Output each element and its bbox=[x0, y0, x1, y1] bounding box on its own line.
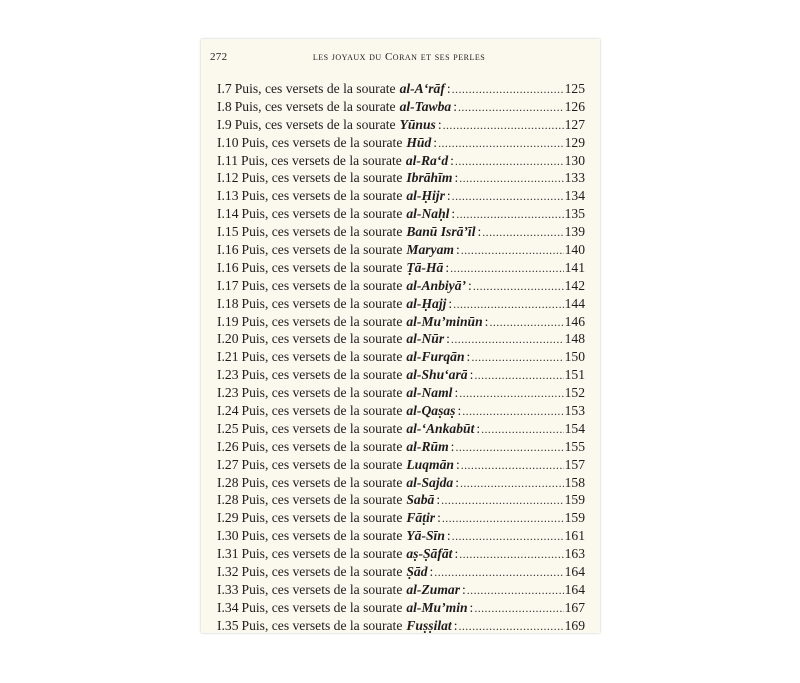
dot-leader bbox=[462, 403, 563, 421]
toc-entry-number: I.13 bbox=[217, 188, 239, 204]
toc-entry-text: Puis, ces versets de la sourate bbox=[241, 331, 403, 347]
toc-entry-text: Puis, ces versets de la sourate bbox=[241, 152, 402, 168]
sura-name: Luqmān bbox=[406, 456, 454, 472]
toc-entry-text: Puis, ces versets de la sourate bbox=[241, 510, 403, 526]
toc-entry bbox=[217, 366, 585, 384]
toc-entry-text: Puis, ces versets de la sourate bbox=[241, 224, 403, 240]
sura-name: aṣ-Ṣāfāt bbox=[406, 546, 453, 562]
sura-name: al-Nūr bbox=[406, 331, 445, 347]
toc-entry-page: 146 bbox=[564, 313, 585, 329]
toc-entry bbox=[217, 313, 585, 331]
toc-entry-page: 159 bbox=[564, 492, 585, 508]
sura-name: al-A‘rāf bbox=[399, 81, 445, 96]
dot-leader bbox=[451, 331, 564, 349]
toc-entry-page: 133 bbox=[564, 170, 585, 186]
toc-entry bbox=[217, 545, 585, 563]
dot-leader bbox=[458, 618, 563, 636]
dot-leader bbox=[460, 475, 564, 493]
sura-name: al-Rūm bbox=[406, 438, 449, 454]
toc-entry bbox=[217, 295, 585, 313]
toc-entry-number: I.16 bbox=[217, 259, 239, 275]
toc-entry-colon: : bbox=[455, 474, 459, 490]
dot-leader bbox=[455, 439, 563, 457]
sura-name: Ṭā-Hā bbox=[406, 259, 444, 275]
toc-entry-number: I.7 bbox=[217, 81, 232, 96]
toc-entry-text: Puis, ces versets de la sourate bbox=[241, 349, 403, 365]
sura-name: Yūnus bbox=[399, 116, 436, 132]
toc-entry-text: Puis, ces versets de la sourate bbox=[234, 98, 396, 114]
toc-entry-number: I.17 bbox=[217, 277, 239, 293]
dot-leader bbox=[459, 170, 563, 188]
toc-entry-page: 150 bbox=[564, 349, 585, 365]
toc-entry-page: 158 bbox=[564, 474, 585, 490]
toc-entry-colon: : bbox=[446, 528, 451, 544]
dot-leader bbox=[459, 385, 563, 403]
toc-entry-colon: : bbox=[454, 170, 459, 186]
toc-entry-text: Puis, ces versets de la sourate bbox=[241, 313, 403, 329]
toc-entry-text: Puis, ces versets de la sourate bbox=[241, 367, 403, 383]
toc-entry-colon: : bbox=[450, 438, 455, 454]
toc-entry-colon: : bbox=[476, 420, 481, 436]
sura-name: al-Zumar bbox=[406, 581, 460, 597]
sura-name: Fuṣṣilat bbox=[406, 617, 452, 633]
toc-entry-number: I.18 bbox=[217, 295, 239, 311]
toc-entry-page: 148 bbox=[564, 331, 585, 347]
toc-entry-page: 163 bbox=[564, 546, 585, 562]
toc-entry-page: 139 bbox=[564, 224, 585, 240]
sura-name: Hūd bbox=[406, 134, 432, 150]
toc-entry-number: I.34 bbox=[217, 599, 239, 615]
toc-entry-text: Puis, ces versets de la sourate bbox=[234, 81, 396, 96]
toc-entry-number: I.28 bbox=[217, 474, 239, 490]
toc-entry bbox=[217, 348, 585, 366]
dot-leader bbox=[442, 510, 564, 528]
toc-entry-page: 130 bbox=[564, 152, 585, 168]
toc-entry-colon: : bbox=[484, 313, 489, 329]
toc-entry-page: 135 bbox=[564, 206, 585, 222]
toc-entry-colon: : bbox=[466, 349, 471, 365]
sura-name: Banū Isrā’īl bbox=[406, 224, 476, 240]
toc-entry-text: Puis, ces versets de la sourate bbox=[234, 116, 396, 132]
toc-entry-text: Puis, ces versets de la sourate bbox=[241, 188, 403, 204]
toc-entry-number: I.11 bbox=[217, 152, 239, 168]
sura-name: al-Furqān bbox=[406, 349, 465, 365]
toc-entry-text: Puis, ces versets de la sourate bbox=[241, 420, 403, 436]
sura-name: Yā-Sīn bbox=[406, 528, 445, 544]
toc-entry bbox=[217, 527, 585, 545]
toc-entry-number: I.30 bbox=[217, 528, 239, 544]
toc-entry-text: Puis, ces versets de la sourate bbox=[241, 242, 403, 258]
toc-entry-number: I.16 bbox=[217, 242, 239, 258]
dot-leader bbox=[471, 349, 563, 367]
toc-entry bbox=[217, 223, 585, 241]
toc-entry-text: Puis, ces versets de la sourate bbox=[241, 474, 403, 490]
toc-entry-colon: : bbox=[437, 510, 441, 526]
sura-name: al-Sajda bbox=[406, 474, 454, 490]
toc-entry-text: Puis, ces versets de la sourate bbox=[241, 206, 403, 222]
toc-entry bbox=[217, 384, 585, 402]
toc-entry bbox=[217, 456, 585, 474]
sura-name: al-Naml bbox=[406, 385, 453, 401]
toc-entry-colon: : bbox=[429, 564, 434, 580]
toc-entry-page: 141 bbox=[564, 259, 585, 275]
toc-entry-page: 153 bbox=[564, 403, 585, 419]
toc-entry-page: 164 bbox=[564, 564, 585, 580]
toc-entry-text: Puis, ces versets de la sourate bbox=[241, 617, 403, 633]
toc-entry-colon: : bbox=[457, 403, 462, 419]
toc-entry-colon: : bbox=[446, 331, 450, 347]
toc-entry-page: 125 bbox=[564, 81, 585, 96]
toc-entry-colon: : bbox=[468, 277, 472, 293]
toc-entry-colon: : bbox=[469, 367, 474, 383]
toc-entry-page: 142 bbox=[564, 277, 585, 293]
toc-entry-number: I.35 bbox=[217, 617, 239, 633]
toc-entry-number: I.15 bbox=[217, 224, 239, 240]
dot-leader bbox=[489, 314, 563, 332]
sura-name: al-Qaṣaṣ bbox=[406, 403, 456, 419]
dot-leader bbox=[455, 153, 564, 171]
running-head bbox=[210, 51, 588, 69]
toc-entry-colon: : bbox=[454, 385, 459, 401]
dot-leader bbox=[438, 135, 564, 153]
toc-entry-page: 155 bbox=[564, 438, 585, 454]
toc-entry-number: I.23 bbox=[217, 385, 239, 401]
sura-name: Ṣād bbox=[406, 564, 428, 580]
sura-name: al-Tawba bbox=[399, 98, 452, 114]
sura-name: Fāṭir bbox=[406, 510, 436, 526]
sura-name: Ibrāhīm bbox=[406, 170, 453, 186]
toc-entry-number: I.19 bbox=[217, 313, 239, 329]
toc-entry-colon: : bbox=[448, 295, 453, 311]
dot-leader bbox=[456, 206, 563, 224]
sura-name: al-Ra‘d bbox=[405, 152, 449, 168]
toc-entry-page: 140 bbox=[564, 242, 585, 258]
toc-entry-colon: : bbox=[461, 581, 466, 597]
toc-entry-colon: : bbox=[445, 259, 450, 275]
sura-name: al-Ḥijr bbox=[406, 188, 445, 204]
toc-entry-colon: : bbox=[453, 98, 457, 114]
dot-leader bbox=[434, 564, 563, 582]
toc-entry-page: 169 bbox=[564, 617, 585, 633]
toc-entry-text: Puis, ces versets de la sourate bbox=[241, 492, 403, 508]
toc-entry-number: I.28 bbox=[217, 492, 239, 508]
toc-entry bbox=[217, 491, 585, 509]
toc-entry bbox=[217, 581, 585, 599]
toc-entry bbox=[217, 438, 585, 456]
toc-entry bbox=[217, 563, 585, 581]
dot-leader bbox=[443, 117, 564, 135]
toc-entry-text: Puis, ces versets de la sourate bbox=[241, 456, 403, 472]
toc-entry-page: 161 bbox=[564, 528, 585, 544]
toc-entry-colon: : bbox=[455, 456, 460, 472]
toc-entry-number: I.12 bbox=[217, 170, 239, 186]
toc-entry bbox=[217, 152, 585, 170]
toc-entry-text: Puis, ces versets de la sourate bbox=[241, 134, 403, 150]
dot-leader bbox=[452, 188, 564, 206]
toc-entry bbox=[217, 474, 585, 492]
toc-entry-page: 154 bbox=[564, 420, 585, 436]
toc-entry bbox=[217, 259, 585, 277]
toc-entry-colon: : bbox=[446, 188, 451, 204]
toc-entry bbox=[217, 80, 585, 98]
book-page bbox=[201, 39, 600, 633]
toc-entry bbox=[217, 187, 585, 205]
toc-entry-number: I.32 bbox=[217, 564, 239, 580]
toc-entry-text: Puis, ces versets de la sourate bbox=[241, 438, 403, 454]
toc-entry bbox=[217, 98, 585, 116]
toc-entry-text: Puis, ces versets de la sourate bbox=[241, 170, 403, 186]
toc-entry bbox=[217, 509, 585, 527]
dot-leader bbox=[461, 457, 564, 475]
toc-entry-text: Puis, ces versets de la sourate bbox=[241, 295, 403, 311]
dot-leader bbox=[459, 546, 563, 564]
toc-entry-page: 157 bbox=[564, 456, 585, 472]
toc-entry-page: 151 bbox=[564, 367, 585, 383]
toc-entry-page: 144 bbox=[564, 295, 585, 311]
toc-entry-page: 159 bbox=[564, 510, 585, 526]
toc-entry bbox=[217, 277, 585, 295]
sura-name: al-Anbiyā’ bbox=[406, 277, 467, 293]
toc-entry-page: 134 bbox=[564, 188, 585, 204]
toc-entry-page: 127 bbox=[564, 116, 585, 132]
toc-entry-number: I.21 bbox=[217, 349, 239, 365]
toc-entry-number: I.27 bbox=[217, 456, 239, 472]
dot-leader bbox=[467, 582, 564, 600]
toc-entry-colon: : bbox=[455, 242, 460, 258]
page-number: 272 bbox=[210, 51, 228, 63]
toc-entry-page: 129 bbox=[564, 134, 585, 150]
toc-entry-text: Puis, ces versets de la sourate bbox=[241, 599, 403, 615]
dot-leader bbox=[452, 528, 564, 546]
dot-leader bbox=[461, 242, 564, 260]
toc-entry-text: Puis, ces versets de la sourate bbox=[241, 277, 403, 293]
toc-entry bbox=[217, 134, 585, 152]
toc-entry-number: I.9 bbox=[217, 116, 232, 132]
toc-entry-text: Puis, ces versets de la sourate bbox=[241, 385, 403, 401]
sura-name: al-Shu‘arā bbox=[406, 367, 468, 383]
sura-name: al-Mu’min bbox=[406, 599, 468, 615]
sura-name: Maryam bbox=[406, 242, 454, 258]
toc-entry bbox=[217, 617, 585, 635]
toc-entry-text: Puis, ces versets de la sourate bbox=[241, 581, 403, 597]
toc-entry-number: I.25 bbox=[217, 420, 239, 436]
sura-name: al-Naḥl bbox=[406, 206, 450, 222]
toc-entry-colon: : bbox=[453, 617, 458, 633]
toc-entry-page: 152 bbox=[564, 385, 585, 401]
sura-name: Sabā bbox=[406, 492, 435, 508]
sura-name: al-‘Ankabūt bbox=[406, 420, 475, 436]
toc-entry bbox=[217, 599, 585, 617]
toc-entry-number: I.24 bbox=[217, 403, 239, 419]
toc-entry bbox=[217, 169, 585, 187]
dot-leader bbox=[474, 600, 563, 618]
toc-entry-page: 164 bbox=[564, 581, 585, 597]
toc-entry-colon: : bbox=[477, 224, 482, 240]
dot-leader bbox=[452, 81, 564, 99]
dot-leader bbox=[453, 296, 563, 314]
toc-entry-text: Puis, ces versets de la sourate bbox=[241, 546, 403, 562]
toc-entry-colon: : bbox=[469, 599, 474, 615]
toc-entry-colon: : bbox=[450, 152, 454, 168]
toc-entry-colon: : bbox=[454, 546, 459, 562]
toc-entry bbox=[217, 420, 585, 438]
toc-entry-text: Puis, ces versets de la sourate bbox=[241, 259, 403, 275]
toc-entry-text: Puis, ces versets de la sourate bbox=[241, 564, 403, 580]
toc-entry-colon: : bbox=[446, 81, 451, 96]
dot-leader bbox=[482, 224, 563, 242]
dot-leader bbox=[458, 99, 564, 117]
toc-entry bbox=[217, 116, 585, 134]
toc-entry-number: I.20 bbox=[217, 331, 239, 347]
toc-entry-number: I.33 bbox=[217, 581, 239, 597]
toc-entry-page: 126 bbox=[564, 98, 585, 114]
dot-leader bbox=[473, 278, 564, 296]
dot-leader bbox=[474, 367, 563, 385]
toc-entry-text: Puis, ces versets de la sourate bbox=[241, 528, 403, 544]
toc-entry-number: I.23 bbox=[217, 367, 239, 383]
toc-entry-number: I.29 bbox=[217, 510, 239, 526]
toc-entry-page: 167 bbox=[564, 599, 585, 615]
dot-leader bbox=[450, 260, 563, 278]
toc-entry-colon: : bbox=[433, 134, 438, 150]
toc-entry-colon: : bbox=[437, 116, 442, 132]
toc-entry bbox=[217, 330, 585, 348]
toc-entry-number: I.8 bbox=[217, 98, 232, 114]
dot-leader bbox=[481, 421, 563, 439]
dot-leader bbox=[441, 492, 564, 510]
sura-name: al-Ḥajj bbox=[406, 295, 447, 311]
toc-entry-colon: : bbox=[451, 206, 456, 222]
header-title: les joyaux du Coran et ses perles bbox=[312, 51, 486, 63]
toc-entry bbox=[217, 205, 585, 223]
toc-entry-number: I.31 bbox=[217, 546, 239, 562]
toc-entry-colon: : bbox=[436, 492, 441, 508]
toc-entry-number: I.10 bbox=[217, 134, 239, 150]
toc-entry bbox=[217, 402, 585, 420]
toc-entry bbox=[217, 241, 585, 259]
toc-entry-text: Puis, ces versets de la sourate bbox=[241, 403, 403, 419]
toc-entry-number: I.14 bbox=[217, 206, 239, 222]
toc-entry-number: I.26 bbox=[217, 438, 239, 454]
sura-name: al-Mu’minūn bbox=[406, 313, 483, 329]
table-of-contents bbox=[217, 80, 585, 635]
